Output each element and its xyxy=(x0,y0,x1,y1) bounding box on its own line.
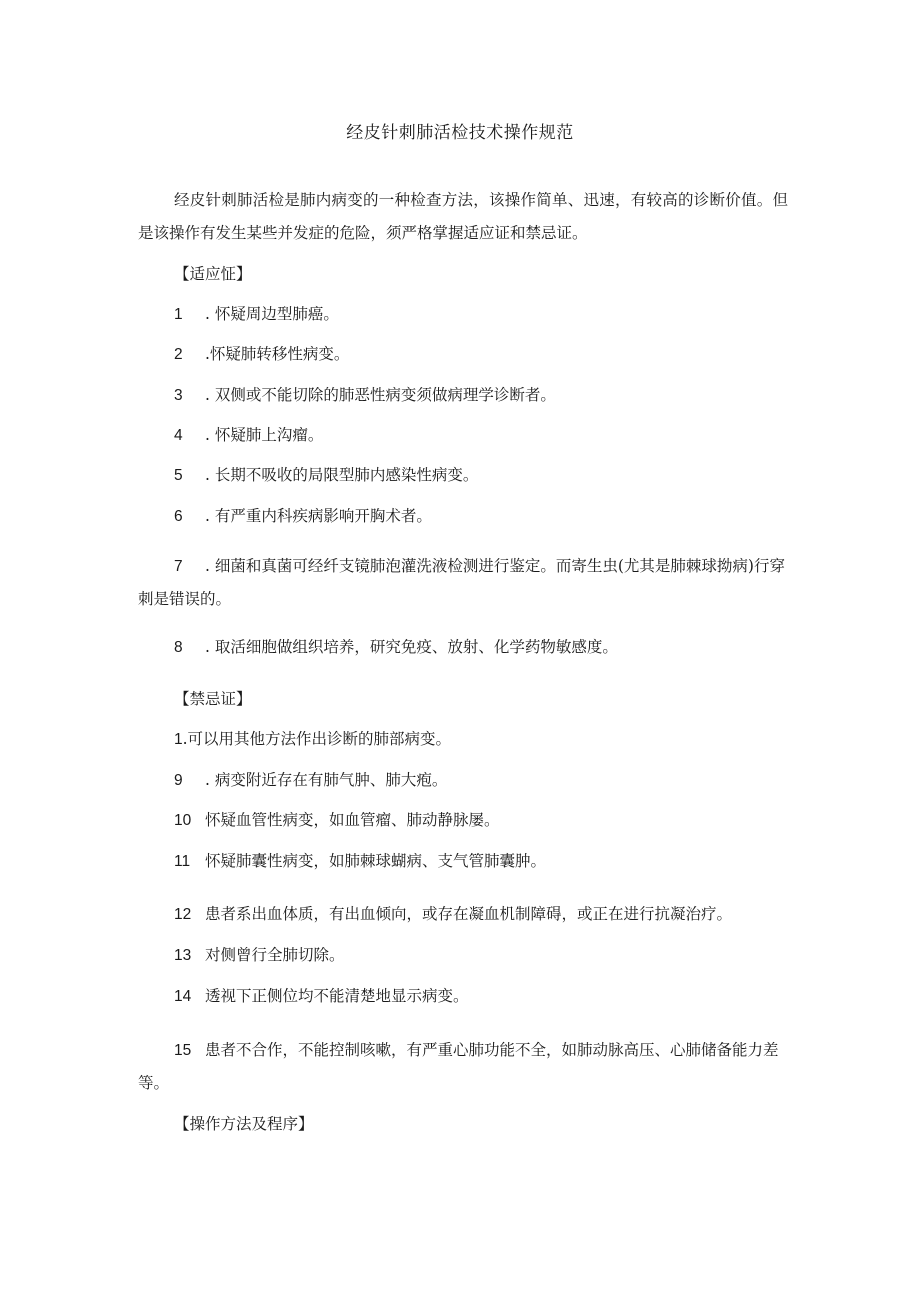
list-item xyxy=(174,383,556,405)
item-text: 透视下正侧位均不能清楚地显示病变。 xyxy=(205,987,469,1005)
item-number: 1 xyxy=(174,731,183,748)
list-item xyxy=(174,984,469,1006)
list-item xyxy=(174,902,732,924)
item-text: 患者不合作，不能控制咳嗽，有严重心肺功能不全，如肺动脉高压、心肺储备能力差等。 xyxy=(138,1041,779,1092)
item-text: . 有严重内科疾病影响开胸术者。 xyxy=(205,507,432,525)
list-item xyxy=(174,302,339,324)
list-item xyxy=(174,635,618,657)
list-item xyxy=(138,1034,788,1100)
list-item xyxy=(174,768,447,790)
list-item xyxy=(174,808,500,830)
item-text: 怀疑肺囊性病变，如肺棘球蝴病、支气管肺囊肿。 xyxy=(205,852,547,870)
item-number: 1 xyxy=(174,306,183,323)
list-item xyxy=(138,550,788,616)
item-text: . 病变附近存在有肺气肿、肺大疱。 xyxy=(205,771,448,789)
item-number: 3 xyxy=(174,387,183,404)
item-number: 13 xyxy=(174,947,192,964)
item-text: . 长期不吸收的局限型肺内感染性病变。 xyxy=(205,466,479,484)
item-number: 5 xyxy=(174,467,183,484)
item-number: 6 xyxy=(174,508,183,525)
list-item xyxy=(174,849,546,871)
item-text: 对侧曾行全肺切除。 xyxy=(205,946,345,964)
intro-paragraph: 经皮针刺肺活检是肺内病变的一种检查方法，该操作简单、迅速，有较高的诊断价值。但是该操作有发生某些并发症的危险，须严格掌握适应证和禁忌证。 xyxy=(138,191,788,242)
item-text: . 取活细胞做组织培养，研究免疫、放射、化学药物敏感度。 xyxy=(205,638,618,656)
item-text: 怀疑血管性病变，如血管瘤、肺动静脉屡。 xyxy=(205,811,500,829)
item-text: . 怀疑周边型肺癌。 xyxy=(205,305,339,323)
item-text: . 怀疑肺上沟瘤。 xyxy=(205,426,324,444)
procedure-heading: 【操作方法及程序】 xyxy=(174,1115,314,1133)
item-text: 患者系出血体质，有出血倾向，或存在凝血机制障碍，或正在进行抗凝治疗。 xyxy=(205,905,733,923)
list-item xyxy=(174,943,345,965)
item-text: . 双侧或不能切除的肺恶性病变须做病理学诊断者。 xyxy=(205,386,556,404)
item-number: 11 xyxy=(174,853,191,870)
item-number: 2 xyxy=(174,346,183,363)
item-text: . 细菌和真菌可经纤支镜肺泡灌洗液检测进行鉴定。而寄生虫(尤其是肺棘球拗病)行穿刺是错误的。 xyxy=(138,557,785,608)
list-item xyxy=(174,463,478,485)
item-number: 9 xyxy=(174,772,183,789)
contraindications-heading: 【禁忌证】 xyxy=(174,690,252,708)
item-number: 4 xyxy=(174,427,183,444)
list-item xyxy=(174,342,349,364)
item-number: 8 xyxy=(174,639,183,656)
item-number: 10 xyxy=(174,812,192,829)
page-title: 经皮针刺肺活检技术操作规范 xyxy=(346,123,574,143)
item-text: .怀疑肺转移性病变。 xyxy=(205,345,350,363)
list-item xyxy=(174,727,451,749)
item-text: .可以用其他方法作出诊断的肺部病变。 xyxy=(182,730,452,748)
list-item xyxy=(174,423,323,445)
item-number: 15 xyxy=(174,1042,192,1059)
list-item xyxy=(174,504,432,526)
item-number: 14 xyxy=(174,988,192,1005)
item-number: 12 xyxy=(174,906,192,923)
indications-heading: 【适应怔】 xyxy=(174,265,252,283)
item-number: 7 xyxy=(174,558,183,575)
